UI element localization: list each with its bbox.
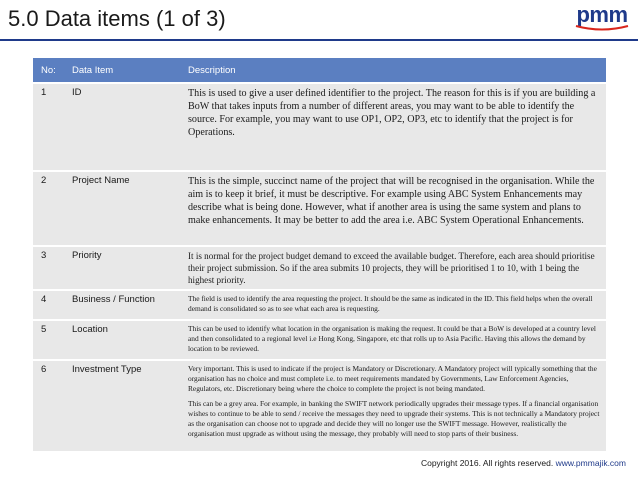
row-data-item: ID bbox=[64, 84, 180, 172]
row-number: 2 bbox=[33, 172, 64, 247]
row-data-item: Priority bbox=[64, 247, 180, 291]
website-link[interactable]: www.pmmajik.com bbox=[555, 458, 626, 468]
description-paragraph: Very important. This is used to indicate if the project is Mandatory or Discretionary. A Mandatory project will typically something that the organisation has no choice and must complete i.e. to meet requirements mandated by Governments, Law Enforcement Agencies, Regulators, etc. Discretionary being where the choice to complete the project is not being mandated. bbox=[188, 364, 597, 393]
slide-title: 5.0 Data items (1 of 3) bbox=[8, 6, 226, 31]
row-number: 3 bbox=[33, 247, 64, 291]
row-description: This can be used to identify what location in the organisation is making the request. It could be that a BoW is developed at a country level and then consolidated to a regional level i.e Hong Kong, Singapore, etc that rolls up to Asia Pacific. Having this allows the demand by location to be reviewed. bbox=[180, 321, 606, 361]
header-data-item: Data Item bbox=[64, 58, 180, 84]
title-divider bbox=[0, 39, 638, 41]
pmm-logo bbox=[574, 4, 630, 31]
table-row bbox=[33, 291, 606, 321]
copyright-text: Copyright 2016. All rights reserved. bbox=[420, 458, 554, 468]
table-row bbox=[33, 84, 606, 172]
header-description: Description bbox=[180, 58, 606, 84]
row-description: It is normal for the project budget demand to exceed the available budget. Therefore, each area should prioritise their project submission. So if the area submits 10 projects, they will be prioritised 1 to 10, with 1 being the highest priority. bbox=[180, 247, 606, 291]
footer bbox=[421, 458, 626, 468]
table-row bbox=[33, 172, 606, 247]
row-data-item: Business / Function bbox=[64, 291, 180, 321]
table-row bbox=[33, 321, 606, 361]
table-row bbox=[33, 361, 606, 453]
logo-text: pmm bbox=[576, 2, 628, 27]
data-items-table bbox=[33, 58, 606, 453]
row-number: 1 bbox=[33, 84, 64, 172]
row-description: This is used to give a user defined identifier to the project. The reason for this is if you are building a BoW that takes inputs from a number of different areas, you may want to be able to identify the source. For example, you may want to use OP1, OP2, OP3, etc to identify that the project is for Operations. bbox=[180, 84, 606, 172]
description-paragraph: This can be a grey area. For example, in banking the SWIFT network periodically upgrades their message types. If a financial organisation wishes to continue to be able to send / receive the messages they need to upgrade their systems. This is not technically a Mandatory project as the organisation can choose not to upgrade and decide they will no longer use the SWIFT message. However, realistically the organisation must upgrade as without using the message, they probably will need to stop parts of their business. bbox=[188, 399, 600, 438]
table-row bbox=[33, 247, 606, 291]
header-no: No: bbox=[33, 58, 64, 84]
row-description: The field is used to identify the area requesting the project. It should be the same as indicated in the ID. This field helps when the overall demand is consolidated so as to see what each area is requesting. bbox=[180, 291, 606, 321]
row-data-item: Project Name bbox=[64, 172, 180, 247]
row-data-item: Investment Type bbox=[64, 361, 180, 453]
row-description bbox=[180, 361, 606, 453]
row-data-item: Location bbox=[64, 321, 180, 361]
row-description: This is the simple, succinct name of the project that will be recognised in the organisation. While the aim is to keep it brief, it must be descriptive. For example using ABC System Enhancements may describe what is being done. However, what if another area is using the same system and plans to make enhancements. It may be better to add the area i.e. ABC System Operational Enhancements. bbox=[180, 172, 606, 247]
row-number: 5 bbox=[33, 321, 64, 361]
table-header-row bbox=[33, 58, 606, 84]
row-number: 4 bbox=[33, 291, 64, 321]
row-number: 6 bbox=[33, 361, 64, 453]
